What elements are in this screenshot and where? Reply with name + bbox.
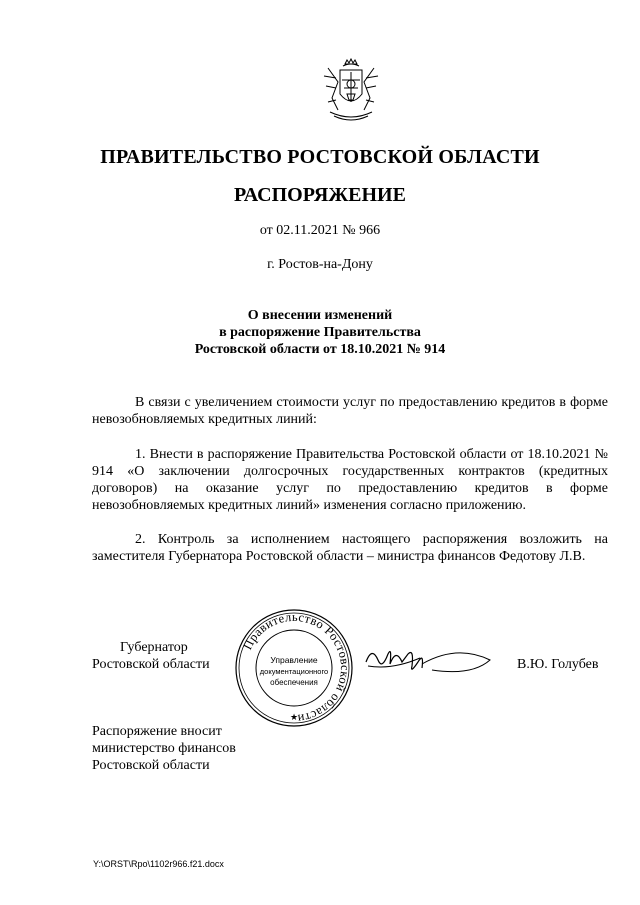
item-2-paragraph: 2. Контроль за исполнением настоящего распоряжения возложить на заместителя Губернатора Ростовской области – министра финансов Федотову Л.В.: [92, 532, 608, 564]
official-stamp: [232, 606, 356, 730]
subject-line: О внесении изменений: [247, 308, 393, 323]
stamp-center-line: Управление: [270, 655, 318, 665]
submitted-by: [92, 723, 236, 774]
subject-line: в распоряжение Правительства: [219, 325, 421, 340]
document-type: РАСПОРЯЖЕНИЕ: [234, 184, 406, 206]
intro-paragraph: В связи с увеличением стоимости услуг по предоставлению кредитов в форме невозобновляемых кредитных линий:: [92, 395, 608, 427]
submitted-by-line: министерство финансов: [92, 741, 236, 756]
signer-name: В.Ю. Голубев: [517, 657, 599, 672]
stamp-center-line: документационного: [259, 667, 329, 676]
subject-line: Ростовской области от 18.10.2021 № 914: [194, 342, 446, 357]
submitted-by-line: Распоряжение вносит: [92, 724, 222, 739]
stamp-center-line: обеспечения: [270, 678, 318, 687]
item-1-paragraph: 1. Внести в распоряжение Правительства Ростовской области от 18.10.2021 № 914 «О заключении долгосрочных государственных контрактов (кредитных договоров) на оказание услуг по предоставлению кредитов в форме невозобновляемых кредитных линий» изменения согласно приложению.: [92, 447, 608, 513]
signer-position-line2: Ростовской области: [92, 657, 210, 672]
submitted-by-line: Ростовской области: [92, 758, 210, 773]
star-icon: ★: [289, 713, 299, 723]
signer-position-line1: Губернатор: [120, 640, 188, 655]
stamp-ring-text: Правительство Ростовской области: [240, 609, 353, 726]
coat-of-arms-icon: [318, 58, 384, 124]
date-number: от 02.11.2021 № 966: [259, 223, 381, 238]
file-path: Y:\ORST\Rpo\1102r966.f21.docx: [93, 859, 224, 869]
handwritten-signature: [362, 640, 497, 680]
government-title: ПРАВИТЕЛЬСТВО РОСТОВСКОЙ ОБЛАСТИ: [100, 146, 540, 168]
city: г. Ростов-на-Дону: [267, 257, 373, 272]
document-subject: [0, 307, 640, 358]
